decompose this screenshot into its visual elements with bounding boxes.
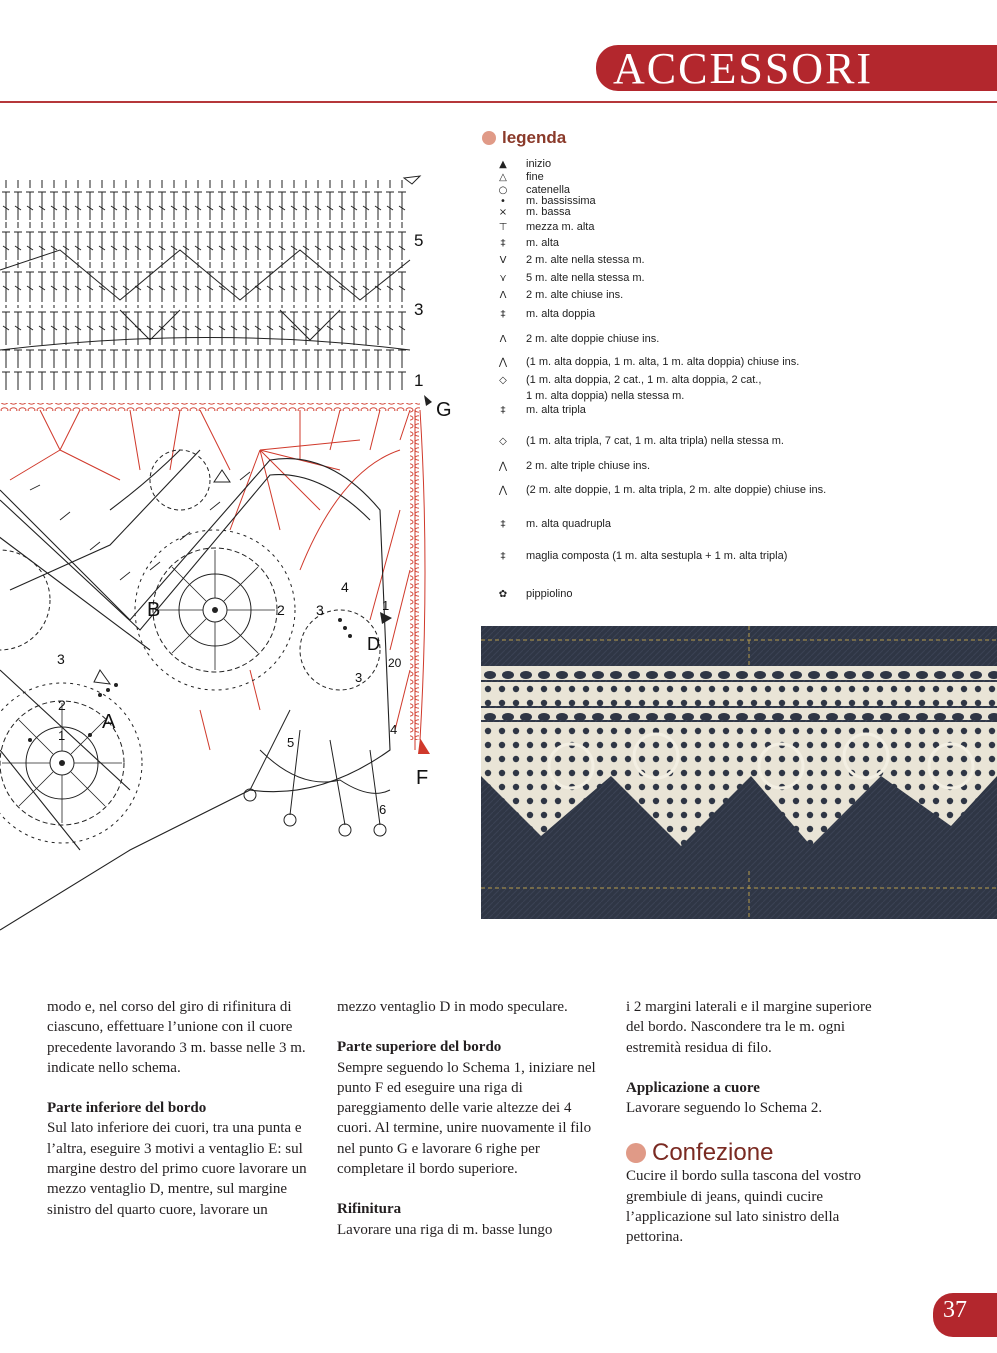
legend-item: ⋀ (1 m. alta doppia, 1 m. alta, 1 m. alta doppia) chiuse ins. [480,355,990,369]
label-g: G [436,399,452,421]
section-title: ACCESSORI [613,44,874,93]
legend-item: Λ 2 m. alte chiuse ins. [480,288,990,302]
legend-item: Λ 2 m. alte doppie chiuse ins. [480,332,990,346]
legend-item: ‡ m. alta [480,236,990,250]
legend-item: ‡ m. alta tripla [480,403,990,417]
label-d4: 4 [390,722,398,737]
double-crochet-icon: ‡ [500,237,506,249]
legend-item: ▲ inizio [480,157,990,171]
label-d20: 20 [388,656,402,670]
legend-item: ⋀ 2 m. alte triple chiuse ins. [480,459,990,473]
chain-icon: ○ [498,184,508,196]
label-d: D [367,634,380,654]
lace-photo [481,626,997,919]
legend [480,128,990,618]
legend-item: V 2 m. alte nella stessa m. [480,253,990,267]
legend-item: ⋀ (2 m. alte doppie, 1 m. alta tripla, 2 m. alte doppie) chiuse ins. [480,483,990,497]
page-number: 37 [943,1297,967,1323]
label-r1: 1 [382,598,390,613]
subheading-finishing: Rifinitura [337,1201,402,1218]
single-crochet-icon: × [498,206,508,218]
paragraph: Cucire il bordo sulla tascona del vostro grembiule di jeans, quindi cucire l’applicazione sul lato sinistro della pettorina. [626,1168,861,1246]
label-m4: 4 [341,579,349,595]
legend-item: 1 m. alta doppia) nella stessa m. [526,390,685,402]
legend-item: ‡ m. alta quadrupla [480,517,990,531]
text-column-3 [626,997,886,1268]
cluster-icon: ⋀ [498,356,508,368]
v-stitch-icon: V [499,254,507,266]
legend-item: ⊤ mezza m. alta [480,220,990,234]
legend-item: • m. bassissima [480,194,990,208]
legend-item: △ fine [480,170,990,184]
label-a1: 1 [58,728,66,743]
section-heading-text: Confezione [652,1139,774,1167]
label-m3: 3 [316,602,324,618]
legend-item: ⋎ 5 m. alte nella stessa m. [480,271,990,285]
text-column-2 [337,997,597,1260]
label-row-3: 3 [414,300,424,319]
paragraph: Lavorare seguendo lo Schema 2. [626,1100,823,1117]
paragraph: Lavorare una riga di m. basse lungo [337,1221,553,1238]
paragraph: mezzo ventaglio D in modo speculare. [337,999,568,1015]
quadruple-treble-icon: ‡ [500,518,506,530]
crochet-chart [0,150,480,940]
paragraph: i 2 margini laterali e il margine superiore del bordo. Nascondere tra le m. ogni estremità residua di filo. [626,999,872,1056]
legend-item: ‡ m. alta doppia [480,307,990,321]
legend-item: ✿ pippiolino [480,587,990,601]
triple-treble-icon: ‡ [500,404,506,416]
paragraph: modo e, nel corso del giro di rifinitura di ciascuno, effettuare l’unione con il cuore precedente lavorando 3 m. basse nelle 3 m. indicate nello schema. [47,999,306,1076]
label-m2: 2 [277,602,285,618]
label-a: A [102,711,116,733]
picot-icon: ✿ [498,588,508,600]
label-d3: 3 [355,670,363,685]
fan-cluster-icon: ⋀ [498,484,508,496]
start-icon: ▲ [499,158,507,170]
paragraph: Sempre seguendo lo Schema 1, iniziare nel punto F ed eseguire una riga di pareggiamento delle varie altezze dei 4 cuori. Al termine, unire nuovamente il filo nel punto G e lavorare 6 righe per completare il bordo superiore. [337,1059,596,1178]
bullet-dot-icon [482,131,496,145]
shell-icon: ⋎ [499,272,507,284]
legend-item: ○ catenella [480,183,990,197]
legend-item: ◇ (1 m. alta doppia, 2 cat., 1 m. alta doppia, 2 cat., [480,373,990,387]
subheading-heart-applique: Applicazione a cuore [626,1079,760,1096]
treble-icon: ‡ [500,308,506,320]
label-b: B [147,599,161,621]
half-double-icon: ⊤ [498,221,508,233]
label-row-5: 5 [414,231,424,250]
compound-stitch-icon: ‡ [500,550,506,562]
label-d6: 6 [379,802,387,817]
tr2tog-icon: Λ [499,333,507,345]
text-column-1 [47,997,307,1240]
label-a2: 2 [58,697,66,713]
slip-stitch-icon: • [500,195,506,207]
section-heading-assembly [626,1140,886,1166]
diamond-shell-icon: ◇ [499,374,507,386]
subheading-lower-border: Parte inferiore del bordo [47,1100,207,1117]
subheading-upper-border: Parte superiore del bordo [337,1039,502,1056]
header-rule [0,101,997,103]
paragraph: Sul lato inferiore dei cuori, tra una punta e l’altra, eseguire 3 motivi a ventaglio E: sul margine destro del primo cuore lavorare un mezzo ventaglio D, mentre, sul margine sinistro del quarto cuore, lavorare un [47,1120,307,1218]
legend-title: legenda [502,128,567,147]
end-icon: △ [499,171,507,183]
trtr2tog-icon: ⋀ [498,460,508,472]
legend-item: ‡ maglia composta (1 m. alta sestupla + 1 m. alta tripla) [480,549,990,563]
bullet-dot-icon [626,1143,646,1163]
label-f: F [416,767,429,789]
diamond-loop-icon: ◇ [499,435,507,447]
legend-item: × m. bassa [480,205,990,219]
label-d5: 5 [287,735,295,750]
label-a3: 3 [57,651,65,667]
dc2tog-icon: Λ [499,289,507,301]
legend-header [482,128,566,148]
label-row-1: 1 [414,371,424,390]
legend-item: ◇ (1 m. alta tripla, 7 cat, 1 m. alta tripla) nella stessa m. [480,434,990,448]
